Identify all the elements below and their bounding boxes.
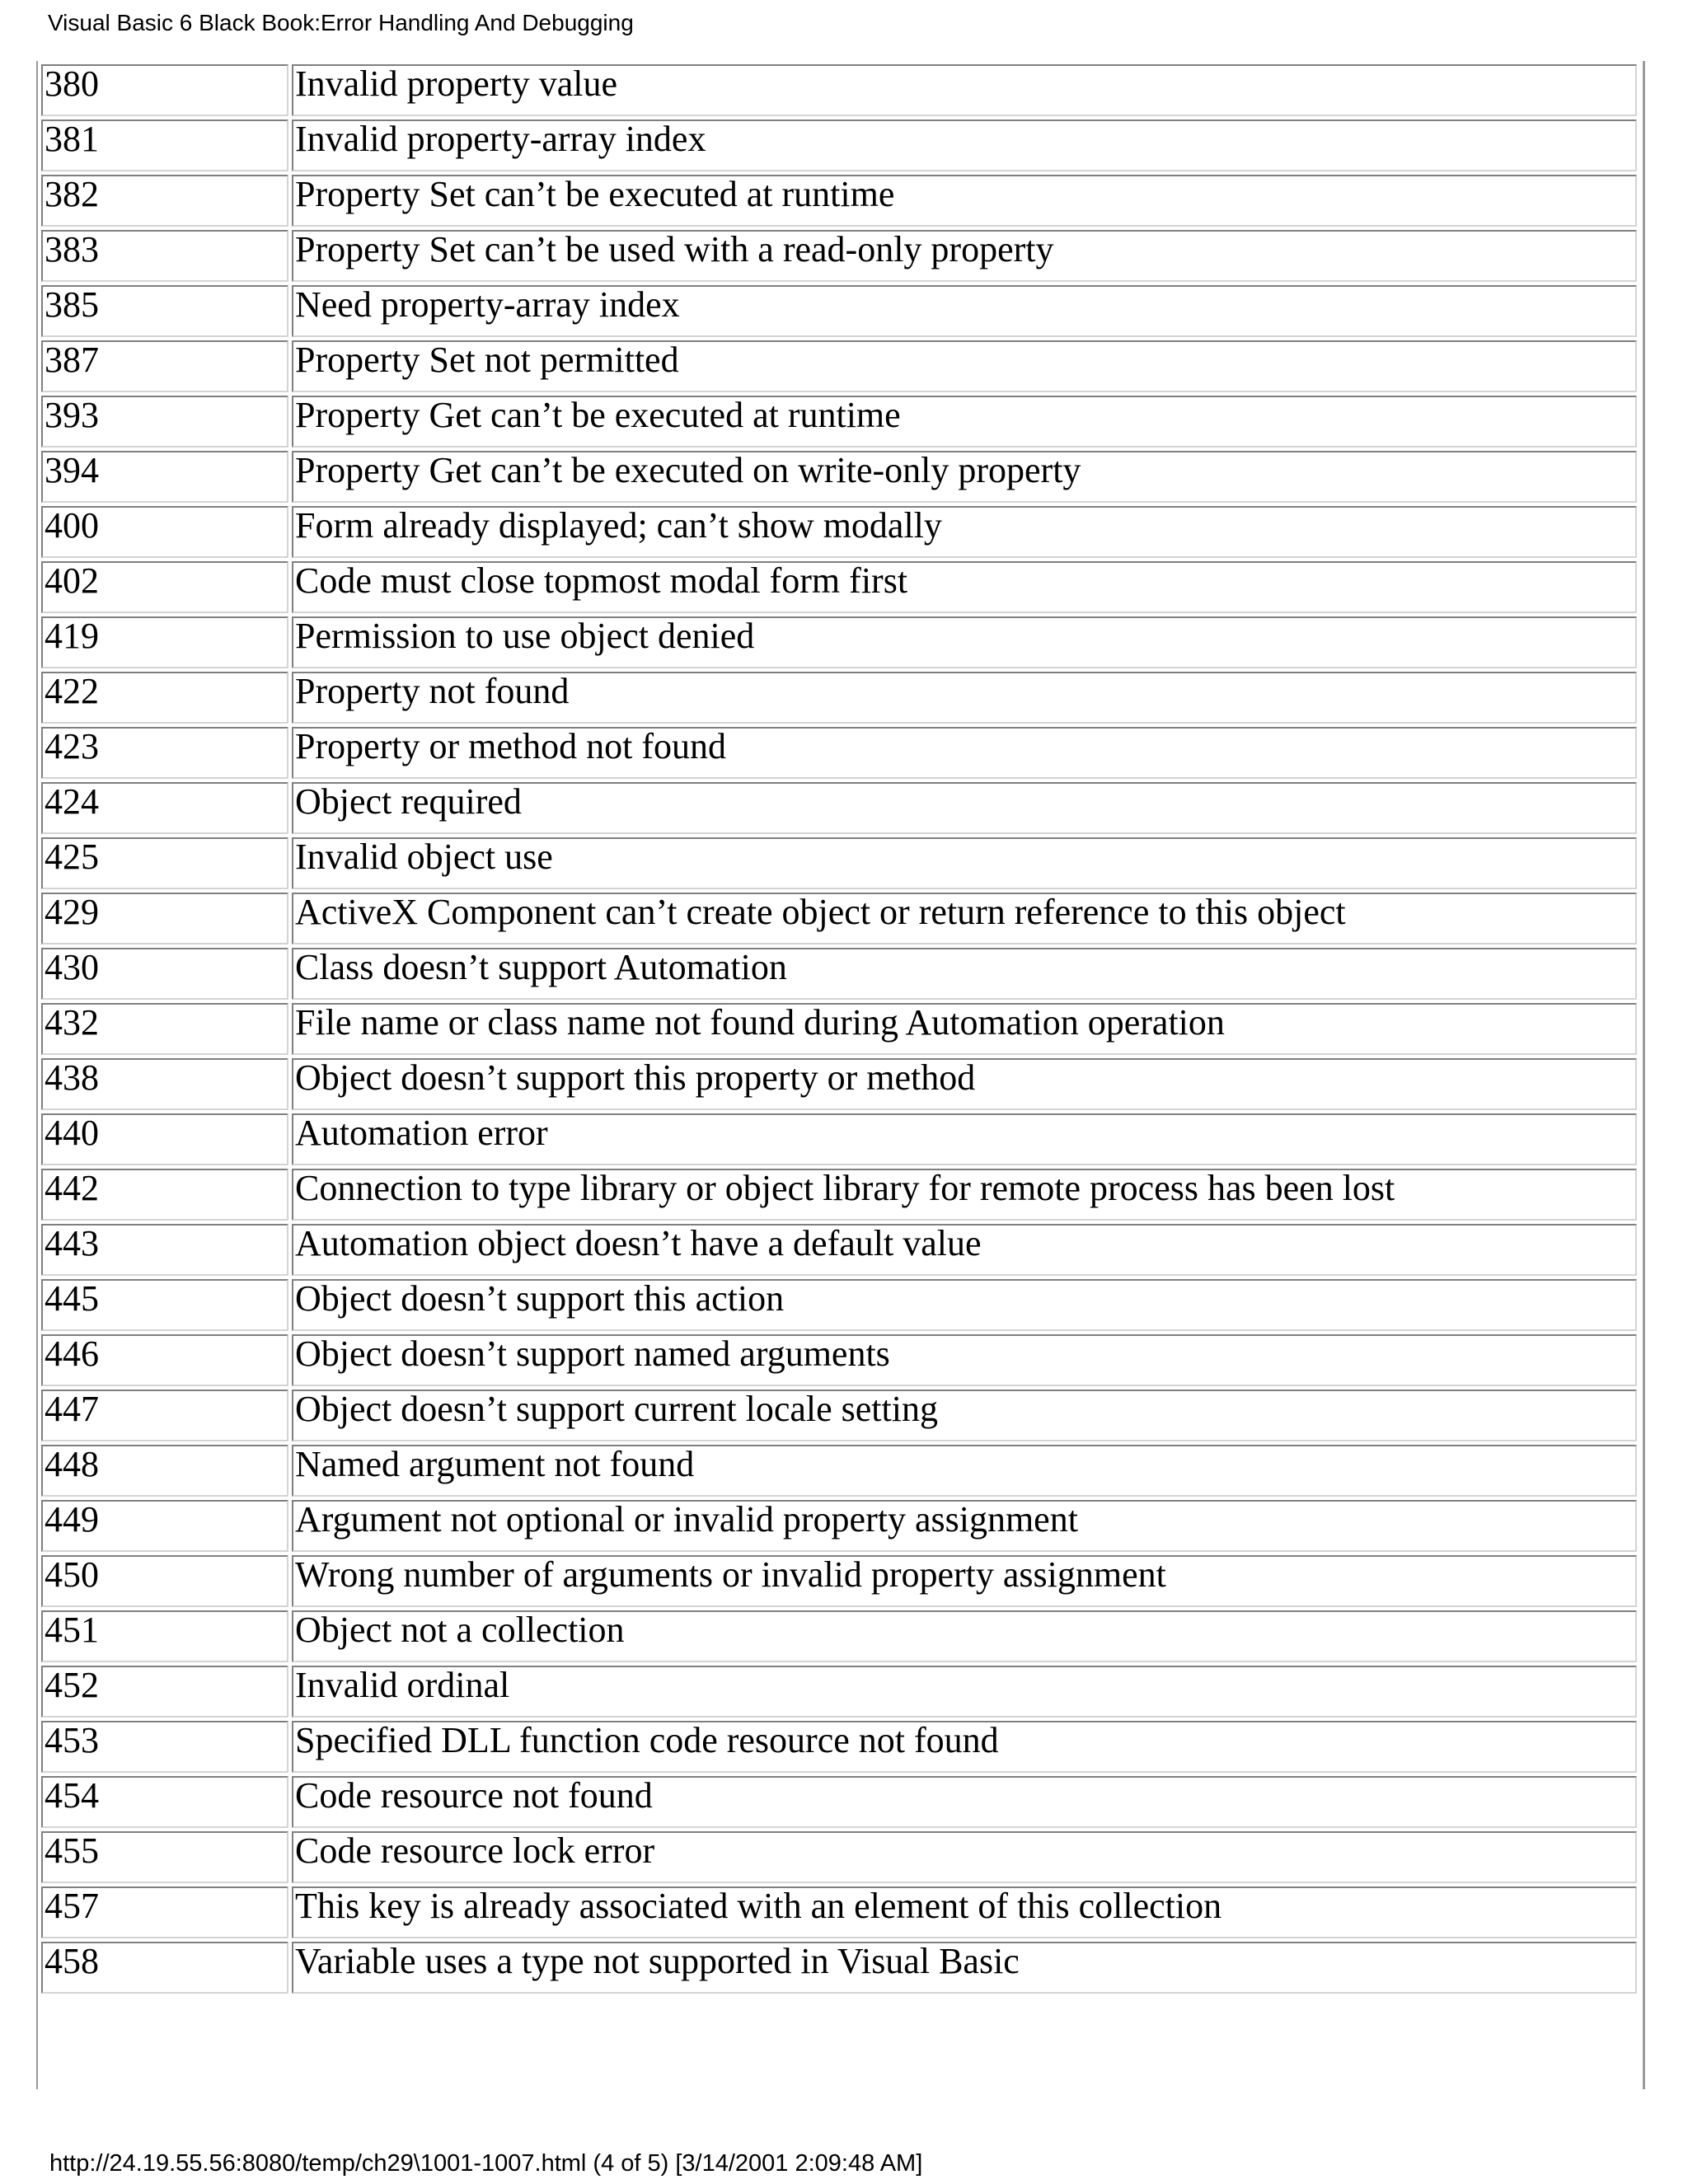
- error-code-cell: 430: [41, 948, 288, 1000]
- error-description-cell: Property Set can’t be used with a read-only property: [292, 230, 1637, 282]
- error-description-cell: Code resource lock error: [292, 1831, 1637, 1883]
- table-row: [41, 893, 1637, 944]
- table-row: [41, 561, 1637, 613]
- error-description-cell: Connection to type library or object library for remote process has been lost: [292, 1169, 1637, 1221]
- table-row: [41, 1169, 1637, 1221]
- table-row: [41, 340, 1637, 392]
- error-code-cell: 424: [41, 782, 288, 834]
- error-code-cell: 432: [41, 1003, 288, 1055]
- table-row: [41, 64, 1637, 116]
- error-description-cell: Invalid property value: [292, 64, 1637, 116]
- table-row: [41, 1058, 1637, 1110]
- table-row: [41, 672, 1637, 724]
- error-description-cell: Automation error: [292, 1113, 1637, 1165]
- error-description-cell: File name or class name not found during Automation operation: [292, 1003, 1637, 1055]
- error-code-cell: 385: [41, 285, 288, 337]
- error-description-cell: Invalid object use: [292, 837, 1637, 889]
- error-description-cell: Property Set not permitted: [292, 340, 1637, 392]
- error-code-cell: 381: [41, 120, 288, 171]
- error-code-cell: 458: [41, 1942, 288, 1994]
- error-description-cell: Variable uses a type not supported in Visual Basic: [292, 1942, 1637, 1994]
- error-code-cell: 442: [41, 1169, 288, 1221]
- error-code-cell: 419: [41, 616, 288, 668]
- error-code-cell: 452: [41, 1666, 288, 1718]
- error-code-cell: 393: [41, 396, 288, 448]
- table-row: [41, 1666, 1637, 1718]
- table-row: [41, 230, 1637, 282]
- table-row: [41, 1886, 1637, 1938]
- error-code-cell: 449: [41, 1500, 288, 1552]
- table-row: [41, 285, 1637, 337]
- error-code-cell: 400: [41, 506, 288, 558]
- error-code-cell: 438: [41, 1058, 288, 1110]
- table-row: [41, 948, 1637, 1000]
- error-code-cell: 455: [41, 1831, 288, 1883]
- table-row: [41, 727, 1637, 779]
- error-code-cell: 443: [41, 1224, 288, 1276]
- error-description-cell: Property or method not found: [292, 727, 1637, 779]
- error-code-cell: 382: [41, 175, 288, 227]
- error-description-cell: Property Get can’t be executed at runtime: [292, 396, 1637, 448]
- table-row: [41, 175, 1637, 227]
- error-description-cell: Need property-array index: [292, 285, 1637, 337]
- table-row: [41, 396, 1637, 448]
- error-description-cell: Automation object doesn’t have a default value: [292, 1224, 1637, 1276]
- error-code-table: [38, 61, 1640, 1997]
- error-code-cell: 445: [41, 1279, 288, 1331]
- error-code-cell: 440: [41, 1113, 288, 1165]
- page-header: Visual Basic 6 Black Book:Error Handling And Debugging: [48, 10, 634, 35]
- error-code-cell: 429: [41, 893, 288, 944]
- error-code-cell: 450: [41, 1555, 288, 1607]
- table-row: [41, 1500, 1637, 1552]
- table-row: [41, 782, 1637, 834]
- error-description-cell: ActiveX Component can’t create object or return reference to this object: [292, 893, 1637, 944]
- error-code-cell: 446: [41, 1334, 288, 1386]
- error-description-cell: Form already displayed; can’t show modally: [292, 506, 1637, 558]
- error-code-cell: 457: [41, 1886, 288, 1938]
- error-description-cell: Argument not optional or invalid property assignment: [292, 1500, 1637, 1552]
- table-row: [41, 1776, 1637, 1828]
- error-code-cell: 454: [41, 1776, 288, 1828]
- error-code-cell: 453: [41, 1721, 288, 1773]
- table-row: [41, 1721, 1637, 1773]
- table-row: [41, 506, 1637, 558]
- error-description-cell: Object doesn’t support this property or method: [292, 1058, 1637, 1110]
- error-code-table-container: [36, 61, 1645, 2089]
- error-code-cell: 423: [41, 727, 288, 779]
- error-description-cell: Object required: [292, 782, 1637, 834]
- error-description-cell: This key is already associated with an element of this collection: [292, 1886, 1637, 1938]
- error-code-cell: 394: [41, 451, 288, 503]
- error-code-cell: 422: [41, 672, 288, 724]
- table-row: [41, 1224, 1637, 1276]
- error-description-cell: Object not a collection: [292, 1610, 1637, 1662]
- error-description-cell: Code resource not found: [292, 1776, 1637, 1828]
- error-description-cell: Object doesn’t support this action: [292, 1279, 1637, 1331]
- error-description-cell: Wrong number of arguments or invalid property assignment: [292, 1555, 1637, 1607]
- error-code-cell: 387: [41, 340, 288, 392]
- error-code-cell: 448: [41, 1445, 288, 1497]
- table-row: [41, 1113, 1637, 1165]
- error-description-cell: Property Get can’t be executed on write-only property: [292, 451, 1637, 503]
- table-row: [41, 837, 1637, 889]
- error-code-cell: 425: [41, 837, 288, 889]
- error-code-cell: 451: [41, 1610, 288, 1662]
- error-description-cell: Code must close topmost modal form first: [292, 561, 1637, 613]
- error-code-cell: 402: [41, 561, 288, 613]
- table-row: [41, 1445, 1637, 1497]
- error-description-cell: Invalid ordinal: [292, 1666, 1637, 1718]
- table-row: [41, 1003, 1637, 1055]
- table-row: [41, 1942, 1637, 1994]
- error-description-cell: Permission to use object denied: [292, 616, 1637, 668]
- table-row: [41, 1334, 1637, 1386]
- error-description-cell: Object doesn’t support current locale setting: [292, 1390, 1637, 1441]
- table-row: [41, 451, 1637, 503]
- error-description-cell: Named argument not found: [292, 1445, 1637, 1497]
- table-row: [41, 1610, 1637, 1662]
- table-row: [41, 1279, 1637, 1331]
- table-row: [41, 1831, 1637, 1883]
- table-row: [41, 120, 1637, 171]
- error-code-cell: 447: [41, 1390, 288, 1441]
- page-footer: http://24.19.55.56:8080/temp/ch29\1001-1007.html (4 of 5) [3/14/2001 2:09:48 AM]: [49, 2150, 923, 2177]
- table-row: [41, 1390, 1637, 1441]
- table-row: [41, 616, 1637, 668]
- error-description-cell: Object doesn’t support named arguments: [292, 1334, 1637, 1386]
- error-description-cell: Specified DLL function code resource not found: [292, 1721, 1637, 1773]
- error-description-cell: Invalid property-array index: [292, 120, 1637, 171]
- error-description-cell: Class doesn’t support Automation: [292, 948, 1637, 1000]
- error-code-cell: 383: [41, 230, 288, 282]
- table-row: [41, 1555, 1637, 1607]
- error-code-cell: 380: [41, 64, 288, 116]
- error-code-table-body: [41, 64, 1637, 1994]
- error-description-cell: Property not found: [292, 672, 1637, 724]
- error-description-cell: Property Set can’t be executed at runtime: [292, 175, 1637, 227]
